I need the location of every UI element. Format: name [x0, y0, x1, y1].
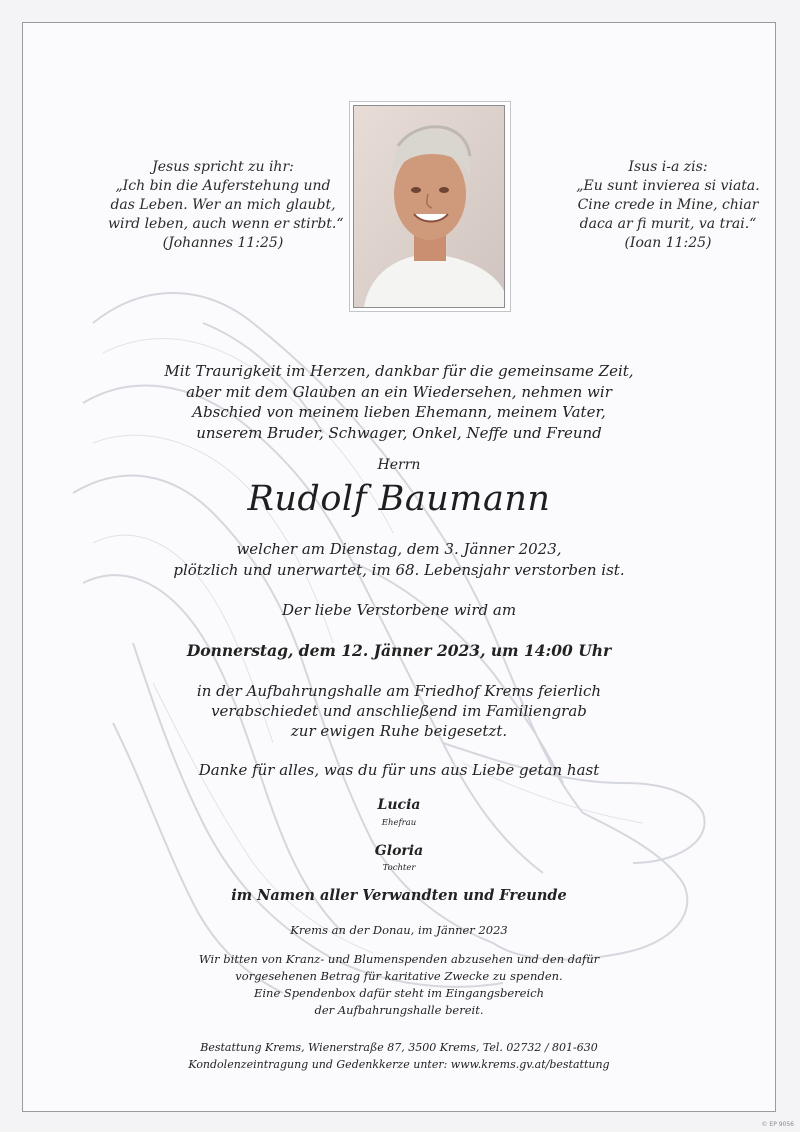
verse-reference: (Johannes 11:25)	[162, 235, 284, 251]
donation-line: vorgesehenen Betrag für karitative Zwecke zu spenden.	[235, 969, 563, 983]
portrait-photo	[353, 105, 505, 308]
footer-line: Bestattung Krems, Wienerstraße 87, 3500 Krems, Tel. 02732 / 801-630	[200, 1041, 598, 1054]
relative-name: Lucia	[377, 797, 421, 813]
relative-role: Ehefrau	[381, 818, 417, 828]
verse-line: Isus i-a zis:	[628, 159, 708, 175]
death-line: welcher am Dienstag, dem 3. Jänner 2023,	[236, 540, 562, 558]
verse-line: daca ar fi murit, va trai.“	[579, 216, 757, 232]
relative-role: Tochter	[382, 863, 416, 873]
donation-line: Wir bitten von Kranz- und Blumenspenden abzusehen und den dafür	[198, 952, 600, 966]
funeral-datetime: Donnerstag, dem 12. Jänner 2023, um 14:00 Uhr	[186, 641, 612, 660]
portrait-frame	[349, 101, 511, 312]
obituary-sheet	[22, 22, 776, 1112]
death-notice	[23, 539, 775, 581]
donation-line: Eine Spendenbox dafür steht im Eingangsbereich	[253, 986, 545, 1000]
verse-line: Jesus spricht zu ihr:	[152, 159, 294, 175]
verse-reference: (Ioan 11:25)	[624, 235, 712, 251]
funeral-place	[23, 681, 775, 741]
farewell-intro: Der liebe Verstorbene wird am	[281, 601, 517, 619]
relative-name: Gloria	[374, 843, 424, 859]
verse-line: wird leben, auch wenn er stirbt.“	[108, 216, 344, 232]
intro-line: unserem Bruder, Schwager, Onkel, Neffe und Freund	[196, 423, 602, 442]
donation-line: der Aufbahrungshalle bereit.	[314, 1003, 484, 1017]
verse-line: „Ich bin die Auferstehung und	[115, 178, 331, 194]
death-line: plötzlich und unerwartet, im 68. Lebensjahr verstorben ist.	[173, 561, 625, 579]
dateline: Krems an der Donau, im Jänner 2023	[290, 923, 508, 937]
footer-contact	[23, 1039, 775, 1073]
footer-line: Kondolenzeintragung und Gedenkkerze unter: www.krems.gv.at/bestattung	[188, 1058, 610, 1071]
verse-romanian	[553, 158, 776, 253]
intro-text	[23, 361, 775, 443]
intro-line: Abschied von meinem lieben Ehemann, meinem Vater,	[192, 403, 606, 421]
place-line: in der Aufbahrungshalle am Friedhof Krems feierlich	[196, 682, 602, 700]
family-line: im Namen aller Verwandten und Freunde	[231, 887, 567, 904]
print-code: © EP 9056	[761, 1121, 794, 1128]
salutation: Herrn	[377, 457, 421, 473]
donation-note	[23, 951, 775, 1019]
verse-line: Cine crede in Mine, chiar	[577, 197, 759, 213]
deceased-name: Rudolf Baumann	[247, 479, 551, 519]
place-line: verabschiedet und anschließend im Familiengrab	[211, 702, 587, 720]
verse-line: „Eu sunt invierea si viata.	[576, 178, 760, 194]
intro-line: aber mit dem Glauben an ein Wiedersehen, nehmen wir	[186, 382, 612, 401]
thanks-line: Danke für alles, was du für uns aus Liebe getan hast	[198, 761, 600, 779]
verse-line: das Leben. Wer an mich glaubt,	[110, 197, 336, 213]
place-line: zur ewigen Ruhe beigesetzt.	[290, 722, 508, 740]
verse-german	[108, 158, 344, 253]
intro-line: Mit Traurigkeit im Herzen, dankbar für die gemeinsame Zeit,	[164, 362, 634, 380]
